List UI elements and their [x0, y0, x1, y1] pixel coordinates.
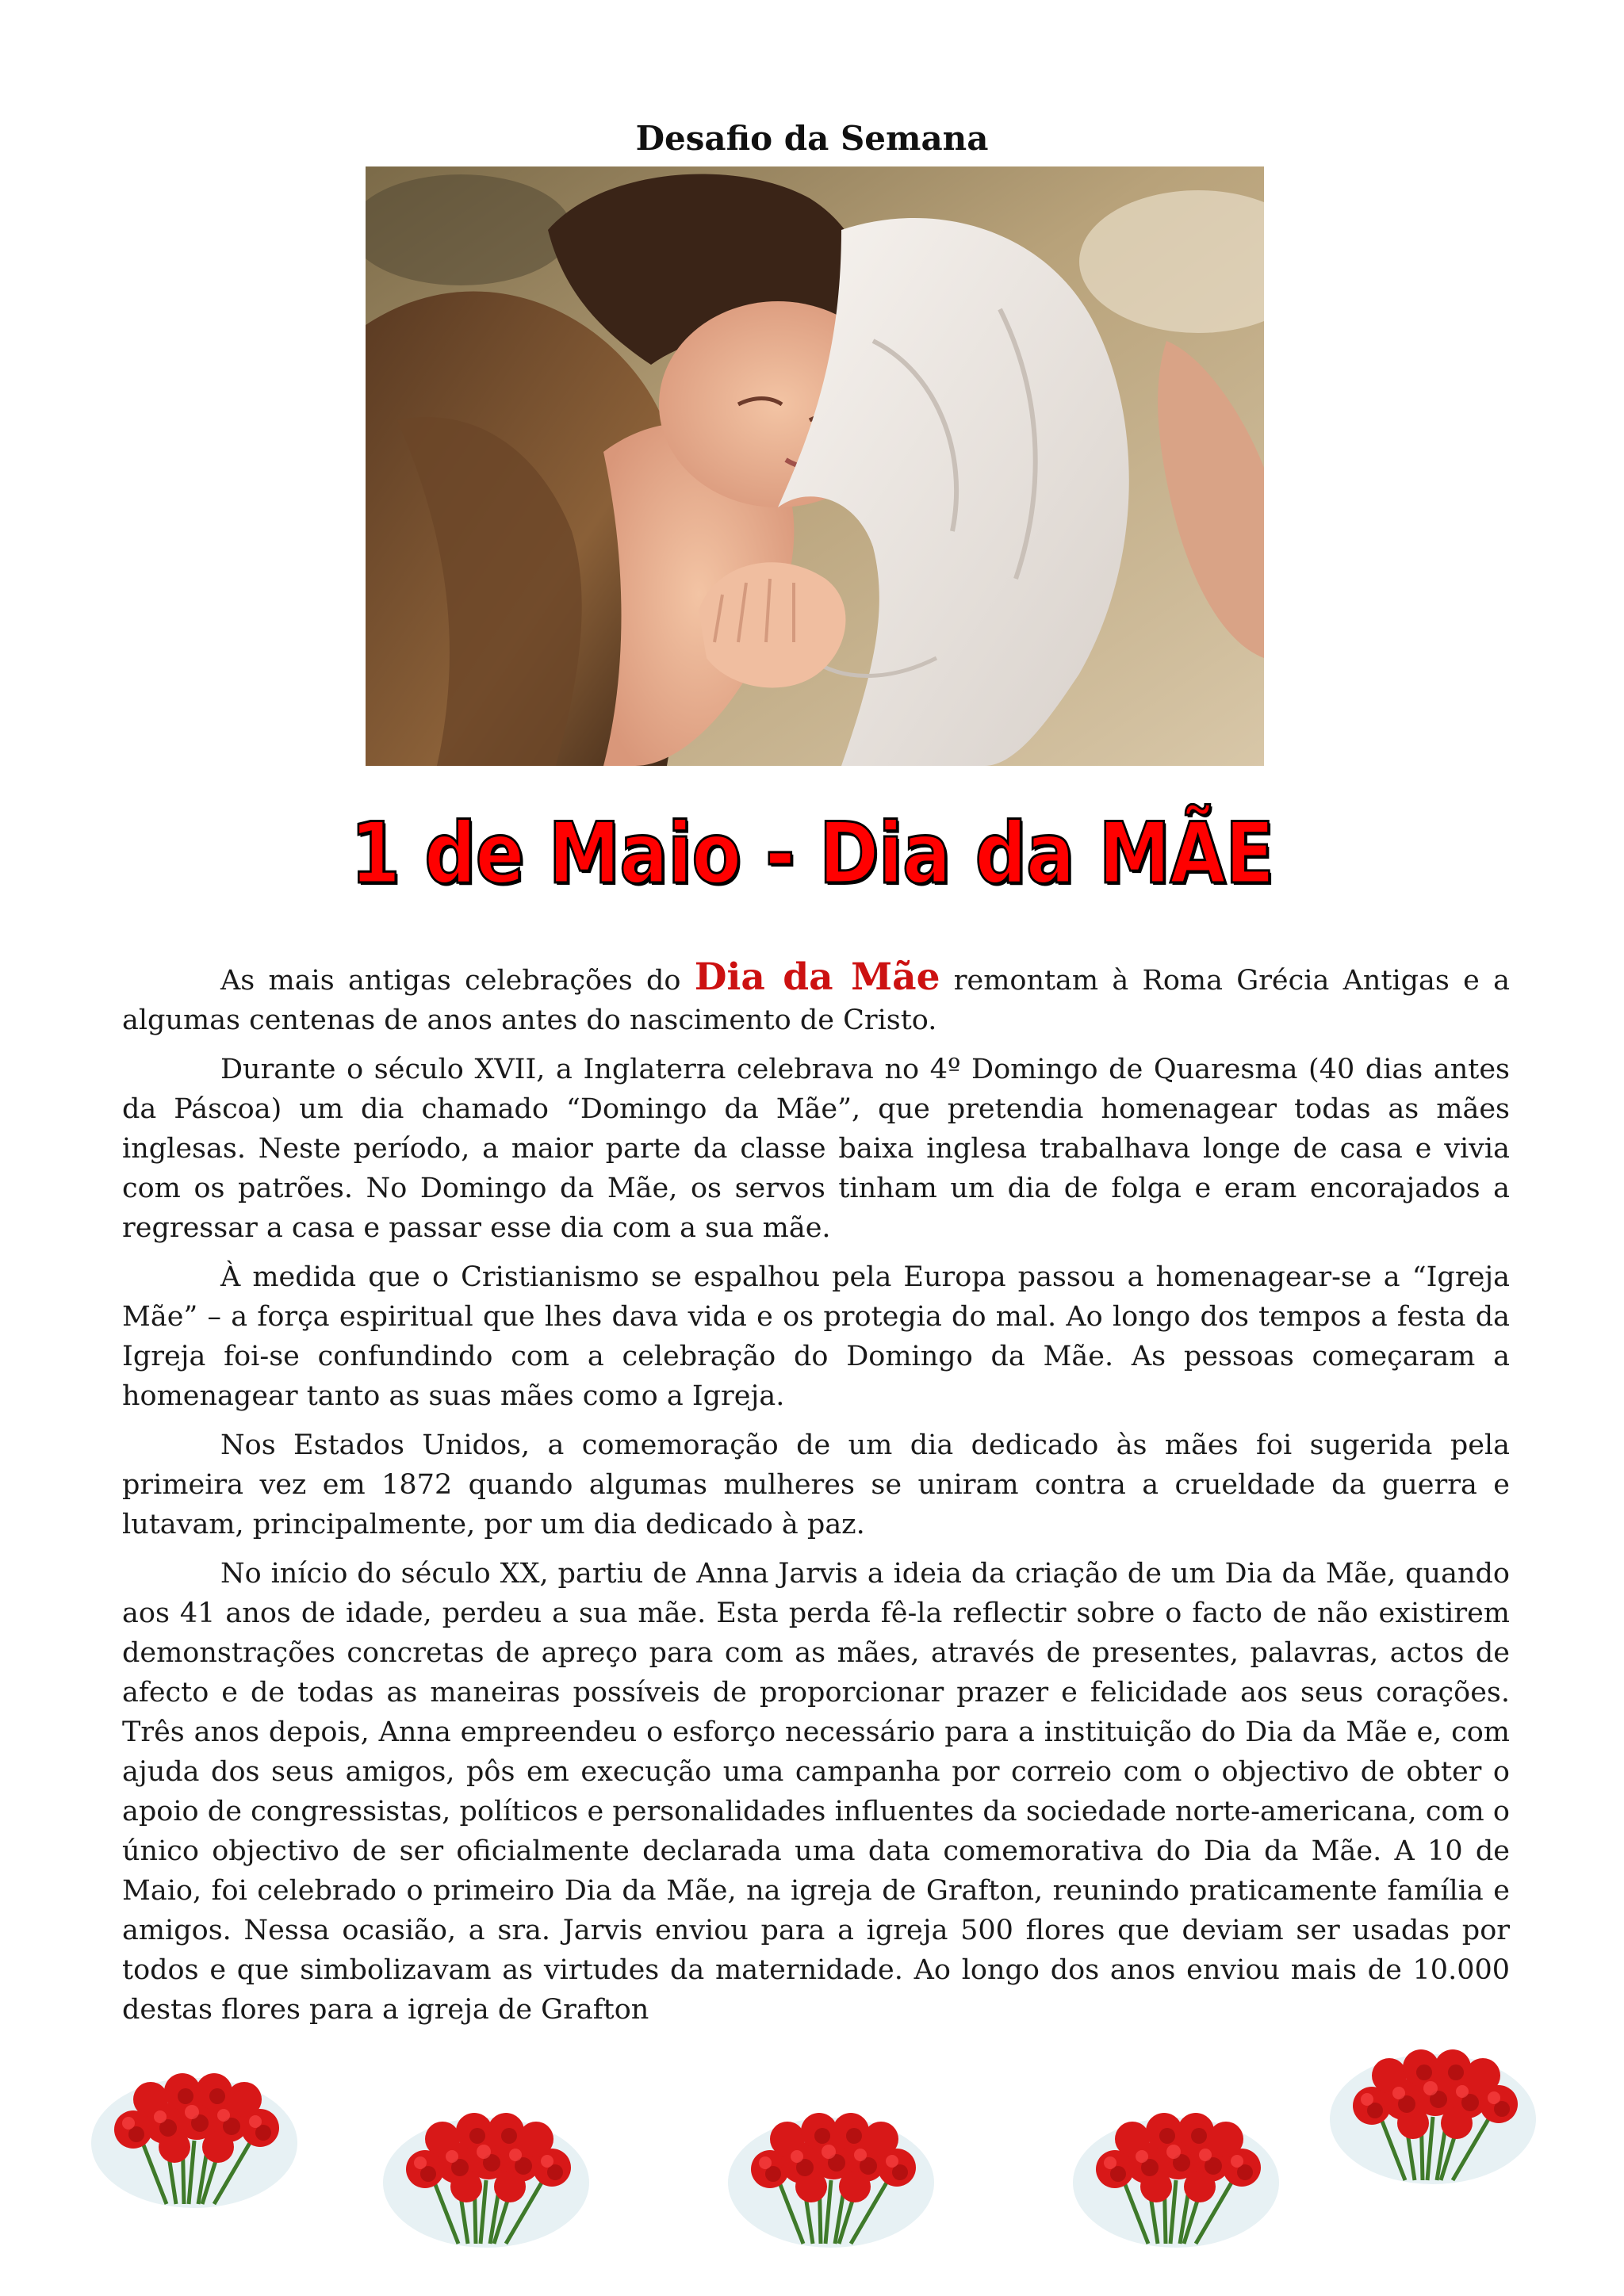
paragraph-1-end: remontam à Roma Grécia Antigas e a algumas centenas de anos antes do nascimento de Cristo.	[122, 965, 1510, 1036]
highlight-dia-da-mae: Dia da Mãe	[694, 955, 940, 999]
mother-and-baby-photo	[366, 166, 1264, 766]
article-body	[122, 955, 1510, 2039]
paragraph-1	[122, 955, 1510, 1040]
page-title: Desafio da Semana	[635, 119, 989, 158]
carnations-image	[87, 2068, 301, 2210]
paragraph-3: À medida que o Cristianismo se espalhou pela Europa passou a homenagear-se a “Igreja Mãe” – a força espiritual que lhes dava vida e os protegia do mal. Ao longo dos tempos a festa da Igreja foi-se confundindo com a celebração do Domingo da Mãe. As pessoas começaram a homenagear tanto as suas mães como a Igreja.	[122, 1261, 1510, 1412]
paragraph-4: Nos Estados Unidos, a comemoração de um dia dedicado às mães foi sugerida pela primeira vez em 1872 quando algumas mulheres se uniram contra a crueldade da guerra e lutavam, principalmente, por um dia dedicado à paz.	[122, 1429, 1510, 1540]
carnations-image	[724, 2107, 938, 2250]
paragraph-2: Durante o século XVII, a Inglaterra celebrava no 4º Domingo de Quaresma (40 dias antes da Páscoa) um dia chamado “Domingo da Mãe”, que pretendia homenagear todas as mães inglesas. Neste período, a maior parte da classe baixa inglesa trabalhava longe de casa e vivia com os patrões. No Domingo da Mãe, os servos tinham um dia de folga e eram encorajados a regressar a casa e passar esse dia com a sua mãe.	[122, 1054, 1510, 1244]
carnations-image	[1069, 2107, 1283, 2250]
banner-headline: 1 de Maio - Dia da MÃE	[350, 805, 1274, 902]
carnations-image	[379, 2107, 593, 2250]
paragraph-5: No início do século XX, partiu de Anna Jarvis a ideia da criação de um Dia da Mãe, quando aos 41 anos de idade, perdeu a sua mãe. Esta perda fê-la reflectir sobre o facto de não existirem demonstrações concretas de apreço para com as mães, através de presentes, palavras, actos de afecto e de todas as maneiras possíveis de proporcionar prazer e felicidade aos seus corações. Três anos depois, Anna empreendeu o esforço necessário para a instituição do Dia da Mãe e, com ajuda dos seus amigos, pôs em execução uma campanha por correio com o objectivo de obter o apoio de congressistas, políticos e personalidades influentes da sociedade norte-americana, com o único objectivo de ser oficialmente declarada uma data comemorativa do Dia da Mãe. A 10 de Maio, foi celebrado o primeiro Dia da Mãe, na igreja de Grafton, reunindo praticamente família e amigos. Nessa ocasião, a sra. Jarvis enviou para a igreja 500 flores que deviam ser usadas por todos e que simbolizavam as virtudes da maternidade. Ao longo dos anos enviou mais de 10.000 destas flores para a igreja de Grafton	[122, 1558, 1510, 2026]
carnations-image	[1326, 2044, 1540, 2187]
paragraph-1-start: As mais antigas celebrações do	[220, 965, 695, 997]
